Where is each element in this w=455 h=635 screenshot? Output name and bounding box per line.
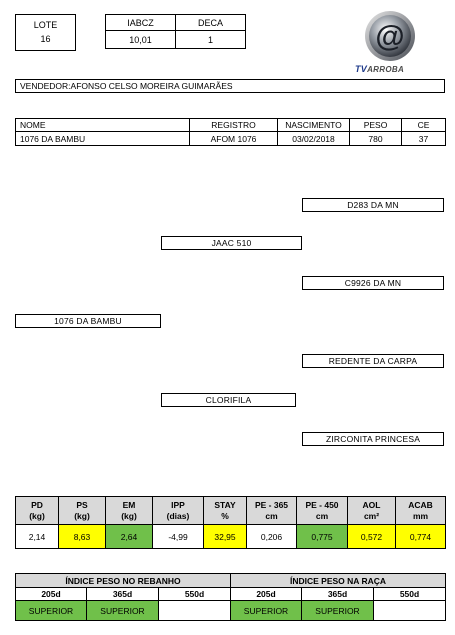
dep-header-pe450: PE - 450 cm xyxy=(297,497,348,525)
ce-header: CE xyxy=(402,119,446,132)
period-rebanho-205: 205d xyxy=(16,588,87,601)
logo-text: TVARROBA xyxy=(355,64,405,74)
dep-values-row xyxy=(16,525,446,549)
gen-dam-dam: ZIRCONITA PRINCESA xyxy=(302,432,444,446)
dep-value-ps: 8,63 xyxy=(59,525,106,549)
gen-dam: CLORIFILA xyxy=(161,393,296,407)
dep-header-pe365: PE - 365 cm xyxy=(247,497,297,525)
dep-header-em: EM (kg) xyxy=(106,497,153,525)
deca-label: DECA xyxy=(176,15,246,31)
nome-header: NOME xyxy=(16,119,190,132)
dep-value-em: 2,64 xyxy=(106,525,153,549)
indice-raca-title: ÍNDICE PESO NA RAÇA xyxy=(231,574,446,588)
ce-value: 37 xyxy=(402,132,446,146)
peso-value: 780 xyxy=(350,132,402,146)
svg-text:@: @ xyxy=(375,20,405,53)
at-sign-icon xyxy=(355,8,425,64)
indice-rebanho-title: ÍNDICE PESO NO REBANHO xyxy=(16,574,231,588)
dep-table xyxy=(15,496,446,549)
lote-box xyxy=(15,14,76,51)
dep-header-pd: PD (kg) xyxy=(16,497,59,525)
gen-sire-dam: C9926 DA MN xyxy=(302,276,444,290)
dep-header-acab: ACAB mm xyxy=(396,497,446,525)
gen-sire: JAAC 510 xyxy=(161,236,302,250)
result-rebanho-205: SUPERIOR xyxy=(16,601,87,621)
result-rebanho-550 xyxy=(159,601,231,621)
dep-value-acab: 0,774 xyxy=(396,525,446,549)
nome-value: 1076 DA BAMBU xyxy=(16,132,190,146)
result-rebanho-365: SUPERIOR xyxy=(87,601,159,621)
dep-header-ipp: IPP (dias) xyxy=(153,497,204,525)
peso-header: PESO xyxy=(350,119,402,132)
gen-dam-sire: REDENTE DA CARPA xyxy=(302,354,444,368)
nascimento-value: 03/02/2018 xyxy=(278,132,350,146)
dep-value-pe450: 0,775 xyxy=(297,525,348,549)
lote-label: LOTE xyxy=(33,20,58,30)
dep-value-pd: 2,14 xyxy=(16,525,59,549)
lote-value: 16 xyxy=(40,34,51,44)
gen-sire-sire: D283 DA MN xyxy=(302,198,444,212)
dep-value-stay: 32,95 xyxy=(204,525,247,549)
period-raca-550: 550d xyxy=(374,588,446,601)
period-rebanho-550: 550d xyxy=(159,588,231,601)
result-raca-365: SUPERIOR xyxy=(302,601,374,621)
iabcz-label: IABCZ xyxy=(106,15,176,31)
iabcz-value: 10,01 xyxy=(106,31,176,49)
result-raca-205: SUPERIOR xyxy=(231,601,302,621)
vendor-row xyxy=(15,79,445,93)
dep-value-ipp: -4,99 xyxy=(153,525,204,549)
nascimento-header: NASCIMENTO xyxy=(278,119,350,132)
dep-header-aol: AOL cm² xyxy=(348,497,396,525)
dep-header-ps: PS (kg) xyxy=(59,497,106,525)
gen-animal: 1076 DA BAMBU xyxy=(15,314,161,328)
indices-table xyxy=(15,573,446,621)
vendor-text: VENDEDOR:AFONSO CELSO MOREIRA GUIMARÃES xyxy=(20,81,233,91)
dep-value-aol: 0,572 xyxy=(348,525,396,549)
period-raca-205: 205d xyxy=(231,588,302,601)
dep-header-stay: STAY % xyxy=(204,497,247,525)
period-rebanho-365: 365d xyxy=(87,588,159,601)
animal-table xyxy=(15,118,446,146)
period-raca-365: 365d xyxy=(302,588,374,601)
dep-value-pe365: 0,206 xyxy=(247,525,297,549)
deca-value: 1 xyxy=(176,31,246,49)
result-raca-550 xyxy=(374,601,446,621)
tv-arroba-logo xyxy=(355,8,425,76)
registro-value: AFOM 1076 xyxy=(190,132,278,146)
iabcz-deca-table xyxy=(105,14,246,49)
registro-header: REGISTRO xyxy=(190,119,278,132)
